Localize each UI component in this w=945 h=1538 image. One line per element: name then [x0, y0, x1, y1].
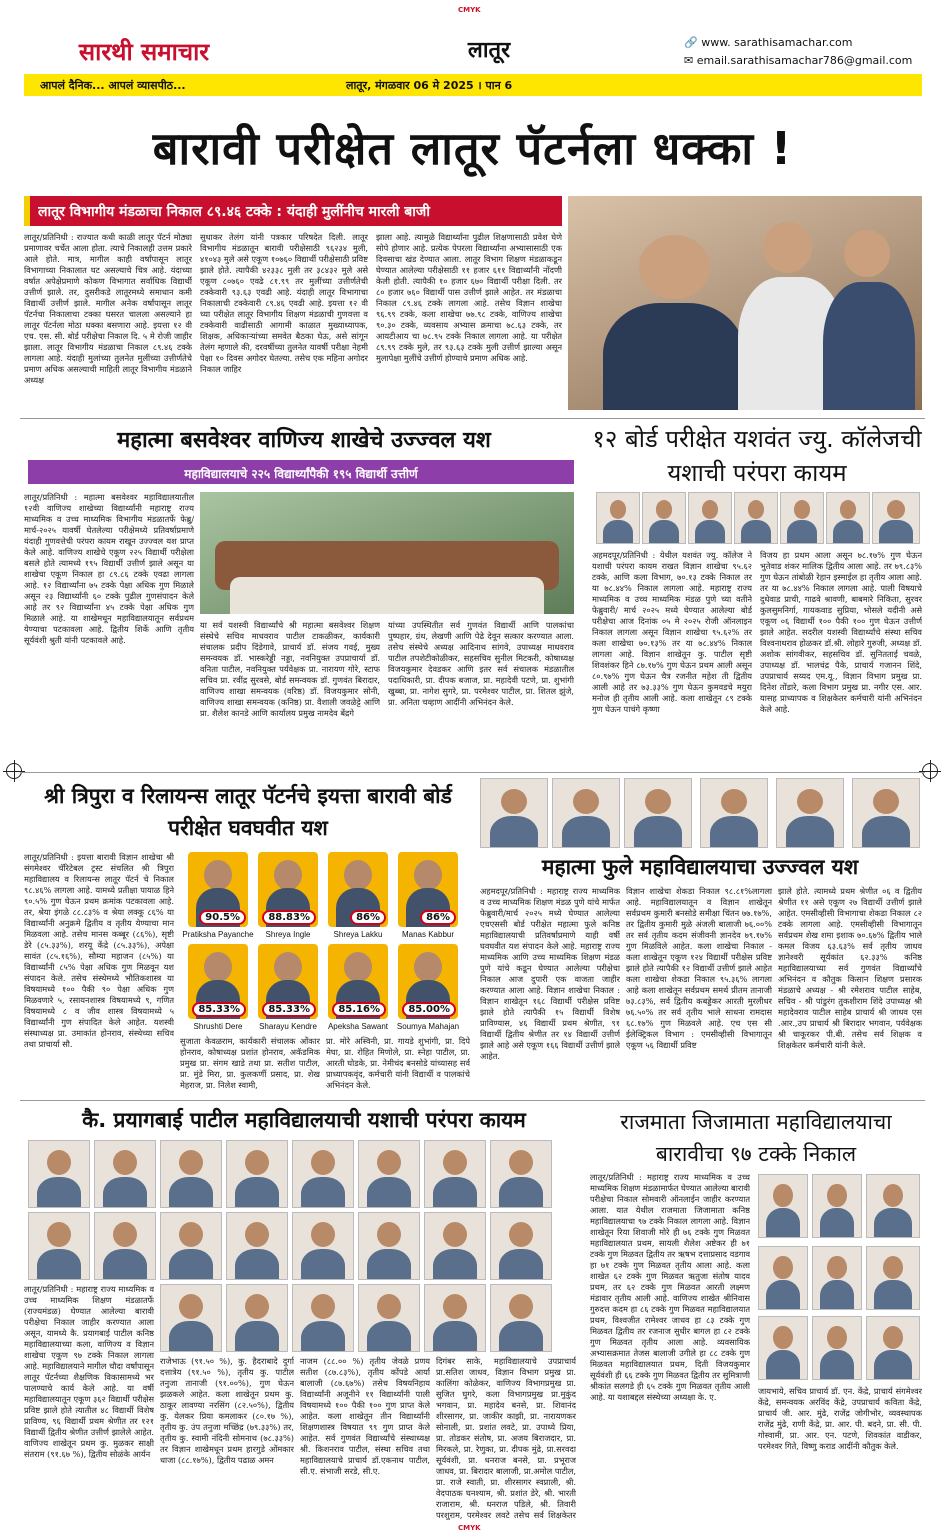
lead-headline: बारावी परीक्षेत लातूर पॅटर्नला धक्का ! — [152, 122, 793, 175]
student-name: Pratiksha Payanche — [182, 930, 254, 939]
website-line — [684, 36, 852, 49]
yashwant-student-photo-4 — [734, 492, 778, 544]
tagline: आपलं दैनिक... आपलं व्यासपीठ... — [40, 79, 186, 92]
student-name: Apeksha Sawant — [327, 1022, 389, 1031]
email-line — [684, 54, 912, 67]
mail-icon: ✉ — [684, 54, 697, 67]
email[interactable]: email.sarathisamachar786@gmail.com — [696, 54, 913, 67]
tripura-headline: श्री त्रिपुरा व रिलायन्स लातूर पॅटर्नचे इयत्ता बारावी बोर्ड परीक्षेत घवघवीत यश — [44, 784, 452, 840]
prayagbai-column-2: राजेभाऊ (९१.५० %), कु. हैदराबादे दुर्गा दत्तात्रेय (९१.५० %), तृतीय कु. पाटील तनुजा तानाजी (९१.००%), गुण घेऊन झळकले आहेत. कला शाखेतून प्रथम कु. ठाकूर लावण्या नरसिंग (८२.५०%), द्वितीय कु. येलकर प्रिया कमलाकर (८०.१७ %), तृतीय कु. उंप तनुजा मच्छिंद्र (७९.३३%) तर, तृतीय कु. स्वामी नंदिनी सोमनाथ (७८.३३%) तर विज्ञान शाखेमधून प्रथम हारगुडे ओंमकार धाजा (८८.१७%), द्वितीय पढाळ अमन — [160, 1356, 294, 1465]
score-badge: 90.5% — [199, 910, 246, 925]
prayagbai-student-photo-17 — [160, 1284, 222, 1352]
student-name: Sharayu Kendre — [259, 1022, 317, 1031]
phule-column-1: अहमदपूर/प्रतिनिधी : महाराष्ट्र राज्य माध्यमिक व उच्च माध्यमिक शिक्षण मंडळ पुणे यांचे मार्फत फेब्रुवारी/मार्च २०२५ मध्ये घेण्यात आलेल्या एचएससी बोर्ड परीक्षेत महात्मा फुले कनिष्ठ महाविद्यालयाची प्रतिवर्षाप्रमाणे याही वर्षी घवघवीत यश संपादन केले आहे. महाराष्ट्र राज्य माध्यमिक आणि उच्च माध्यमिक शिक्षण मंडळ पुणे यांचे कडून घेण्यात आलेल्या परीक्षेचा निकाल आज दुपारी एक वाजता जाहीर करण्यात आला आहे. विज्ञान शाखेचा निकाल : विज्ञान शाखेतून १६८ विद्यार्थी परीक्षेस प्रविष्ट झाले होते त्यापैकी १५ विद्यार्थी विशेष प्राविण्यास, ४६ विद्यार्थी प्रथम श्रेणीत, ९१ विद्यार्थी द्वितीय श्रेणीत तर १४ विद्यार्थी उत्तीर्ण झाले आहे असे एकूण १६६ विद्यार्थी उत्तीर्ण झाले आहेत. — [480, 886, 620, 1061]
jijamata-headline: राजमाता जिजामाता महाविद्यालयाचा बारावीचा ९७ टक्के निकाल — [620, 1110, 892, 1166]
prayagbai-column-3: नाजम (८८.०० %) तृतीय जेवळे प्रणय सतीश (८७.८३%), तृतीय कोंपडे आर्या बालाजी (८७.६७%) तसेच विषयनिहाय विद्यार्थ्यांनी अजूनीने ११ विद्यार्थ्यांनी पाली विषयामध्ये १०० पैकी १०० गुण प्राप्त केले आहेत. कला शाखेतून तीन विद्यार्थ्यांनी शिक्षणशास्त्र विषयात ९९ गुण प्राप्त केले आहेत. सर्व गुणवंत विद्यार्थ्यांचे संस्थाध्यक्ष श्री. किशनराव पाटील, संस्था सचिव तथा महाविद्यालयाचे प्राचार्य डॉ.एकनाथ पाटील, सी.ए. संभाजी सरडे, सी.ए. — [300, 1356, 430, 1476]
yashwant-student-photo-1 — [596, 492, 640, 544]
phule-student-photo-5 — [776, 778, 844, 848]
student-name: Manas Kabbur — [401, 930, 455, 939]
score-badge: 85.33% — [262, 1002, 316, 1017]
jijamata-student-photo-7 — [758, 1316, 808, 1380]
lead-column-1: लातूर/प्रतिनिधी : राज्यात कधी काळी लातूर पॅटर्न मोठ्या प्रमाणावर चर्चेत आला होता. त्याचे निकालही उत्तम प्रकारे आले होते. मात्र, मागील काही वर्षांपासून लातूर विभागाच्या निकालात घट असल्याचे चित्र आहे. यंदाच्या वर्षात अपेक्षेप्रमाणे कोकण विभागात सर्वाधिक विद्यार्थी उत्तीर्ण झाले. तर, दुसरीकडे लातूरमध्ये समाधान कमी विद्यार्थी उत्तीर्ण झाले. मागील अनेक वर्षांपासून लातूर पॅटर्नचा निकालाचा टक्का घसरत चालला असल्याने हा लातूर पॅटर्नला मोठा धक्का बसणारा आहे. इयत्ता १२ वी एच. एस. सी. बोर्ड परीक्षेचा निकाल दि. ५ मे रोजी जाहीर झाला. लातूर विभागीय मंडळाचा निकाल ८९.४६ टक्के लागला आहे. यंदाही मुलांच्या तुलनेत मुलींच्या उत्तीर्णतेचे प्रमाण अधिक असल्याची माहिती लातूर विभागीय मंडळाने अध्यक्ष — [24, 232, 192, 385]
prayagbai-student-photo-9 — [28, 1212, 90, 1280]
phule-student-photo-3 — [624, 778, 692, 848]
brand-name: सारथी समाचार — [78, 38, 210, 66]
edition-name: लातूर — [467, 38, 511, 63]
yashwant-student-photo-2 — [642, 492, 686, 544]
prayagbai-student-photo-2 — [94, 1140, 156, 1208]
student-name: Shrushti Dere — [193, 1022, 243, 1031]
student-name: Shreya Lakku — [333, 930, 383, 939]
score-badge: 85.16% — [332, 1002, 386, 1017]
dateline: लातूर, मंगळवार 06 मे 2025 । पान 6 — [346, 79, 513, 92]
yashwant-student-photo-6 — [826, 492, 870, 544]
yashwant-column-1: अहमदपूर/प्रतिनिधी : येथील यशवंत ज्यु. कॉलेज ने यशाची परंपरा कायम राखत विज्ञान शाखेचा ९५.६२ टक्के, आणि कला विभाग, ७०.१३ टक्के निकाल तर या ७८.४४% निकाल लागला आहे. महाराष्ट्र राज्य माध्यमिक व उच्च माध्यमिक मंडळ पुणे च्या वतीने फेब्रुवारी/ मार्च २०२५ मध्ये घेण्यात आलेल्या बोर्ड परीक्षेचा आज दिनांक ०५ मे २०२५ रोजी ऑनलाइन निकाल लागला असून विज्ञान शाखेचा ९५.६२% तर कला शाखेचा ७०.१३% तर या ७८.४४% निकाल लागला आहे. विज्ञान शाखेतून कु. पाटील सृष्टी शिवशंकर हिने ८७.१७% गुण घेऊन प्रथम आली असून ८०.९७% गुण घेऊन चैत्र रजनीत महेश ती द्वितीय आली आहे तर ७३.३३% गुण घेऊन कुमवडचे मयुरा मनोज ही तृतीय आली आहे. कला शाखेतून ८९ टक्के गुण घेऊन पाचंगे कृष्णा — [592, 550, 752, 714]
phule-column-2: विज्ञान शाखेचा शेकडा निकाल ९८.८१%लागला आहे. महाविद्यालयातून व विज्ञान शाखेतून सर्वप्रथम कुमारी बनसोडे समीक्षा चिंतन ७७.१७%, तर द्वितीय कुमारी मुळे अंजली बालाजी ७६.००% तर सर्व तृतीय कदम संजीवनी ज्ञानदेव ७९.१७% गुण मिळविले आहेत. कला शाखेचा निकाल - कला शाखेतून एकूण १२४ विद्यार्थी परीक्षेस प्रविष्ट झाले होते त्यापैकी १२ विद्यार्थी उत्तीर्ण झाले आहेत कला शाखेचा शेकडा निकाल ९५.३६% लागला आहे कला शाखेतून सर्वप्रथम समर्थ प्रीतम तानाजी ७३.८३%, सर्व द्वितीय कबड्डेकर आरती मुरलीधर ७६.५०% तर सर्व तृतीय भाले साधना रामदास ६८.१७% गुण मिळवले आहे. एच एस सी ईलेक्ट्रिकल विभाग : एमसीव्हीसी विभागातून एकूण ५६ विद्यार्थी प्रविष्ट — [626, 886, 772, 1050]
jijamata-student-photo-6 — [866, 1246, 920, 1310]
student-name: Shreya Ingle — [265, 930, 311, 939]
prayagbai-student-photo-14 — [358, 1212, 420, 1280]
lead-photo-students-selfie — [568, 196, 922, 410]
tripura-student-card-3 — [328, 852, 388, 927]
prayagbai-student-photo-16 — [490, 1212, 552, 1280]
score-badge: 88.83% — [262, 910, 316, 925]
masthead — [24, 30, 922, 100]
phule-headline: महात्मा फुले महाविद्यालयाचा उज्ज्वल यश — [541, 855, 859, 879]
prayagbai-student-photo-19 — [292, 1284, 354, 1352]
tripura-student-card-8 — [398, 944, 458, 1019]
tripura-student-card-4 — [398, 852, 458, 927]
jijamata-student-photo-8 — [812, 1316, 862, 1380]
lead-subhead: लातूर विभागीय मंडळाचा निकाल ८९.४६ टक्के : यंदाही मुलींनीच मारली बाजी — [38, 204, 430, 220]
prayagbai-student-photo-10 — [94, 1212, 156, 1280]
basaveshwar-column-1: लातूर/प्रतिनिधी : महात्मा बसवेश्वर महाविद्यालयातील १२वी वाणिज्य शाखेच्या विद्यार्थ्यांनी महाराष्ट्र राज्य माध्यमिक व उच्च माध्यमिक विभागीय मंडळातर्फे फेब्रु/मार्च-२०२५ यावर्षी घेतलेल्या परीक्षेमध्ये प्रतिवर्षाप्रमाणे यंदाही गुणवत्तेची परंपरा कायम राखून उज्ज्वल यश प्राप्त केले आहे. वाणिज्य शाखेचे एकूण २२५ विद्यार्थी परीक्षेला बसले होते त्यामध्ये १९५ विद्यार्थी उत्तीर्ण झाले असून या शाखेचा एकूण निकाल हा ८९.८६ टक्के एवढा लागला आहे. १२ विद्यार्थ्यांना ७५ टक्के पेक्षा अधिक गुण मिळाले असून २३ विद्यार्थ्यांनी ६० टक्के पुढील गुणसंपादन केले आहे तर ९२ विद्यार्थ्यांना ४५ टक्के पेक्षा अधिक गुण मिळाले आहे. या शाखेमधून महाविद्यालयातून सर्वप्रथम येण्याचा पटकावला आहे. द्वितीय शिर्के आणि तृतीय सूर्यवंशी श्रुती यांनी पटकावले आहे. — [24, 492, 194, 645]
prayagbai-student-photo-4 — [226, 1140, 288, 1208]
prayagbai-student-photo-18 — [226, 1284, 288, 1352]
prayagbai-student-photo-13 — [292, 1212, 354, 1280]
prayagbai-student-photo-12 — [226, 1212, 288, 1280]
registration-mark-right — [922, 763, 938, 779]
phule-student-photo-1 — [480, 778, 548, 848]
tripura-student-card-5 — [188, 944, 248, 1019]
prayagbai-student-photo-5 — [292, 1140, 354, 1208]
phule-column-3: झाले होते. त्यामध्ये प्रथम श्रेणीत ०६ व द्वितीय श्रेणीत ११ असे एकूण २७ विद्यार्थी उत्तीर्ण झाले आहेत. एमसीव्हीसी विभागाचा शेकडा निकाल ८२ टक्के लागला आहे. एमसीव्हीसी विभागातून सर्वप्रथम शेख शमा इशाक ७०.६७% द्वितीय भाले कमल विजय ६३.६३% सर्व तृतीय जाधव ज्ञानेश्वरी सूर्यकांत ६२.३३% कनिष्ठ महाविद्यालयाच्या सर्व गुणवंत विद्यार्थ्यांचे अभिनंदन व कौतुक किसान शिक्षण प्रसारक मंडळाचे अध्यक्ष - श्री रमेशराव पाटील साहेब, सचिव - श्री पांडुरंग तुकशीराम शिंदे उपाध्यक्ष श्री महादेवराव पाटील साहेब प्राचार्य श्री जाधव एस .आर.,उप प्राचार्य श्री बिरादार भगवान, पर्यवेक्षक श्री चाकूरकर पी.बी. तसेच सर्व शिक्षक व शिक्षकेतर कर्मचारी यांनी केले. — [778, 886, 922, 1050]
yashwant-column-2: विजय हा प्रथम आला असून ७८.१७% गुण घेऊन भुतेवाड शंकर मालिक द्वितीय आला आहे. तर ७९.८३% गुण घेऊन तांबोळी रेहान इस्माईल हा तृतीय आला आहे. तर या ७८.४४% निकाल लागला आहे. पाली विषयाचे दुधेवाड प्राची, गाढवे श्रावणी, बाबमारे निकिता, सुरवर कुलसुमनिर्गा, गायकवाड सुप्रिया, भोसले यदीनी असे एकूण ०६ विद्यार्थी १०० पैकी १०० गुण घेऊन उत्तीर्ण झाले आहेत. सदरील यशस्वी विद्यार्थ्यांचे संस्था सचिव विश्वनाथराव होळकर डॉ.श्री. लोहारे गुरुजी, अध्यक्ष डॉ. अशोक सांगवीकर, सहसचिव डॉ. सुनितताई चवळे, उपाध्यक्ष डॉ. भालचंद्र पैके, प्राचार्य गजानन शिंदे, उपप्राचार्य सय्यद एम.यू., विज्ञान विभाग प्रमुख प्रा. दिनेश तोंडारे, कला विभाग प्रमुख प्रा. नगीर एस. आर. यासह प्राध्यापक व शिक्षकेतर कर्मचारी यांनी अभिनंदन केले आहे. — [760, 550, 922, 714]
jijamata-student-photo-5 — [812, 1246, 862, 1310]
basaveshwar-headline: महात्मा बसवेश्वर वाणिज्य शाखेचे उज्ज्वल यश — [117, 428, 491, 453]
score-badge: 86% — [420, 910, 456, 925]
basaveshwar-group-photo — [200, 492, 574, 614]
link-icon: 🔗 — [684, 36, 702, 49]
score-badge: 86% — [350, 910, 386, 925]
student-name: Soumya Mahajan — [396, 1022, 460, 1031]
divider — [20, 772, 925, 773]
tripura-student-card-7 — [328, 944, 388, 1019]
cmyk-mark-bottom: CMYK — [458, 1524, 481, 1532]
divider — [20, 418, 925, 419]
prayagbai-student-photo-7 — [424, 1140, 486, 1208]
phule-student-photo-2 — [552, 778, 620, 848]
prayagbai-student-photo-6 — [358, 1140, 420, 1208]
prayagbai-student-photo-3 — [160, 1140, 222, 1208]
jijamata-student-photo-4 — [758, 1246, 808, 1310]
tripura-student-card-2 — [258, 852, 318, 927]
prayagbai-student-photo-8 — [490, 1140, 552, 1208]
yashwant-student-photo-3 — [688, 492, 732, 544]
prayagbai-headline: कै. प्रयागबाई पाटील महाविद्यालयाची यशाची परंपरा कायम — [82, 1108, 526, 1132]
basaveshwar-column-2: या सर्व यशस्वी विद्यार्थ्यांचे श्री महात्मा बसवेश्वर शिक्षण संस्थेचे सचिव माधवराव पाटील टाकळीकर, कार्यकारी संचालक प्रदीप दिंडेगावे, प्राचार्य डॉ. संजय गवई, मुख्य समन्वयक डॉ. भास्करेड्डी नड्डा, नवनियुक्त उपप्राचार्या डॉ. वनिता पाटील, नवनियुक्त पर्यवेक्षक प्रा. नारायण गोरे, स्टाफ सचिव प्रा. रवींद्र सुरवसे, बोर्ड समन्वयक डॉ. गुणवंत बिरादार, वाणिज्य शाखा समन्वयक (वरिष्ठ) डॉ. विजयकुमार सोनी, वाणिज्य शाखा समन्वयक (कनिष्ठ) प्रा. वैशाली जवळेट्टे आणि प्रा. शैलेश कानडे आणि कार्यालय प्रमुख नामदेव बेंद्रगे — [200, 620, 380, 718]
jijamata-student-photo-3 — [866, 1174, 920, 1238]
basaveshwar-subhead: महाविद्यालयाचे २२५ विद्यार्थ्यांपैकी १९५ विद्यार्थी उत्तीर्ण — [184, 467, 418, 481]
prayagbai-student-photo-21 — [424, 1284, 486, 1352]
jijamata-student-photo-2 — [812, 1174, 862, 1238]
lead-subhead-bar — [24, 196, 562, 226]
tripura-column-3: प्रा. मोरे अस्विनी, प्रा. गायडे शुभांगी, प्रा. दिपे मेघा, प्रा. रोहित मिणोले, प्रा. स्नेहा पाटील, प्रा. आरती घोडके, प्रा. नेमीचंद बनसोडे यांच्यासह सर्व प्राध्यापकवृंद, कर्मचारी यांनी विद्यार्थी व पालकांचे अभिनंदन केले. — [326, 1036, 470, 1090]
prayagbai-student-photo-22 — [490, 1284, 552, 1352]
website[interactable]: www. sarathisamachar.com — [701, 36, 853, 49]
yashwant-headline: १२ बोर्ड परीक्षेत यशवंत ज्यु. कॉलेजची यशाची परंपरा कायम — [592, 425, 922, 487]
phule-student-photo-4 — [700, 778, 768, 848]
lead-column-3: झाला आहे. त्यामुळे विद्यार्थ्यांना पुढील शिक्षणासाठी प्रवेश घेणे सोपे होणार आहे. प्रत्येक पेपरला विद्यार्थ्यांना अभ्यासासाठी एक दिवसाचा खंड देण्यात आला. लातूर विभाग शिक्षण मंडळाकडून घेण्यात आलेल्या परीक्षेसाठी ११ हजार ६११ विद्यार्थ्यांनी नोंदणी केली होती. त्यापैकी १० हजार ६७० विद्यार्थी परीक्षा दिली. तर ८० हजार ७६० विद्यार्थी पास उत्तीर्ण झाले आहेत. तर मंडळाचा निकाल ८९.४६ टक्के लागला आहे. तसेच विज्ञान शाखेचा ९६.९९ टक्के, कला शाखेचा ७७.९८ टक्के, वाणिज्य शाखेचा ९०.३० टक्के, व्यवसाय अभ्यास क्रमाचा ७८.६३ टक्के, तर आयटीआय चा ७८.९५ टक्के निकाल लागला आहे. या परीक्षेत ८९.९९ टक्के मुले, तर ९३.६३ टक्के मुली उत्तीर्ण झाल्या असून मुलापेक्षा मुलींचे उत्तीर्ण होण्याचे प्रमाण अधिक आहे. — [376, 232, 562, 363]
yashwant-student-photo-7 — [872, 492, 920, 544]
registration-mark-left — [6, 763, 22, 779]
divider — [20, 1100, 925, 1101]
tripura-student-card-6 — [258, 944, 318, 1019]
score-badge: 85.33% — [192, 1002, 246, 1017]
basaveshwar-column-3: यांच्या उपस्थितीत सर्व गुणवंत विद्यार्थी आणि पालकांचा पुष्पहार, ग्रंथ, लेखणी आणि पेढे देवून सत्कार करण्यात आला. तसेच संस्थेचे अध्यक्ष आदिनाथ सांगवे, उपाध्यक्ष माधवराव पाटील तपशेटीकोळीकर, सहसचिव सुनील मिटकरी, कोषाध्यक्ष विजयकुमार देवडकर आणि इतर सर्व संचालक मंडळातील पदाधिकारी, प्रा. दीपक बजाज, प्रा. महादेवी पटणे, प्रा. शुभांगी खुब्बा, प्रा. नागेश सुगरे, प्रा. परमेश्वर पाटील, प्रा. शितल झुंजे, प्रा. अनिता चव्हाण आदींनी अभिनंदन केले. — [388, 620, 574, 707]
score-badge: 85.00% — [402, 1002, 456, 1017]
prayagbai-column-4: दिगंबर साके, महाविद्यालयाचे उपप्राचार्य प्रा.सतिश जाधव, विज्ञान विभाग प्रमुख प्रा. कालिंगा कोळेकर, वाणिज्य विभागप्रमुख प्रा. सुजित घुगरे, कला विभागप्रमुख प्रा.मुकुंद भगवान, प्रा. महादेव बनसे, प्रा. शिवानंद शीरसागर, प्रा. जाकीर काझी, प्रा. नारायणकर सोनाली, प्रा. प्रशांत लवटे, प्रा. उपाध्ये प्रिया, प्रा. तोडकर संतोष, प्रा. अजय बिराजदार, प्रा. मिरकले, प्रा. रेणुका, प्रा. दीपक मुंढे, प्रा.सरवदा सूर्यवंशी, प्रा. धनराज बनसे, प्रा. प्रभूराज जाधव, प्रा. बिरादार बालाजी, प्रा.अमोल पाटील, प्रा. राजे स्वाती, प्रा. शीरसागर स्वप्नाली, श्री. वेदपाठक घनश्याम, श्री. प्रशांत डेरे, श्री. भारती राजाराम, श्री. धनराज पडिले, श्री. तिवारी परशुराम, परमेश्वर लवटे तसेच सर्व शिक्षकेतर — [436, 1356, 576, 1520]
prayagbai-column-1: लातूर/प्रतिनिधी : महाराष्ट्र राज्य माध्यमिक व उच्च माध्यमिक शिक्षण मंडळातर्फे (राज्यमंडळ) घेण्यात आलेल्या बारावी परीक्षेचा निकाल जाहीर करण्यात आला असून, यामध्ये कै. प्रयागबाई पाटील कनिष्ठ महाविद्यालयाच्या कला, वाणिज्य व विज्ञान शाखेचा एकूण ९७ टक्के निकाल लागला आहे. महाविद्यालयाने मागील चौदा वर्षांपासून लातूर पॅटर्नच्या शैक्षणिक विकासामध्ये भर पालण्याचे कार्य केले आहे. या वर्षी महाविद्यालयातून एकूण ३६२ विद्यार्थी परीक्षेस प्रविष्ट झाले होते त्यातील ४८ विद्यार्थी विशेष प्राविण्य, ९६ विद्यार्थी प्रथम श्रेणीत तर १२१ विद्यार्थी द्वितीय श्रेणीत उत्तीर्ण झालेले आहेत. वाणिज्य शाखेतून प्रथम कु. मुळकर साक्षी संतराम (९१.६७ %), द्वितीय सोळंके आर्यन — [24, 1284, 154, 1459]
yashwant-student-photo-5 — [780, 492, 824, 544]
prayagbai-student-photo-11 — [160, 1212, 222, 1280]
jijamata-column-1: लातूर/प्रतिनिधी : महाराष्ट्र राज्य माध्यमिक व उच्च माध्यमिक शिक्षण मंडळामार्फत घेण्यात आलेल्या बारावी परीक्षेचा निकाल सोमवारी ऑनलाईन जाहीर करण्यात आला. यात येथील राजमाता जिजामाता कनिष्ठ महाविद्यालयाचा ९७ टक्के निकाल लागला आहे. विज्ञान शाखेतून रिया शिवाजी मोरे ही ७६ टक्के गुण मिळवत महाविद्यालयात प्रथम, सायली शैलेश अष्टेकर ही ७१ टक्के गुण मिळवत द्वितीय तर ऋषभ दत्ताप्रसाद वडगाव हा ७१ टक्के गुण मिळवत तृतीय आला आहे. कला शाखेत ६२ टक्के गुण मिळवत ऋतुजा संतोष यादव प्रथम, तर ६२ टक्के गुण मिळवत आरती लक्ष्मण मंडावार तृतीय आली आहे. वाणिज्य शाखेत श्रीनिवास गुरुदत्त कदम हा ८६ टक्के गुण मिळवत महाविद्यालयात प्रथम, विश्वजीत रामेश्वर जाधव हा ८३ टक्के गुण मिळवत द्वितीय तर रजनाज सुधीर बागल हा ८२ टक्के गुण मिळवत तृतीय आला आहे. व्यवसायिक अभ्यासक्रमात तेजस बालाजी उगीले हा ८८ टक्के गुण मिळवत महाविद्यालयात प्रथम, दिती विजयकुमार सूर्यवंशी ही ६६ टक्के गुण मिळवत द्वितीय तर सुमित्राणी श्रीकांत सलगडे ही ६५ टक्के गुण मिळवत तृतीय आली आहे. या यशाबद्दल संस्थेच्या अध्यक्षा के. ए. — [590, 1172, 750, 1402]
masthead-bar — [24, 74, 922, 96]
cmyk-mark-top: CMYK — [458, 6, 481, 14]
jijamata-student-photo-9 — [866, 1316, 920, 1380]
prayagbai-student-photo-20 — [358, 1284, 420, 1352]
prayagbai-student-photo-1 — [28, 1140, 90, 1208]
basaveshwar-subhead-bar — [28, 460, 574, 484]
prayagbai-student-photo-15 — [424, 1212, 486, 1280]
tripura-student-card-1 — [188, 852, 248, 927]
jijamata-student-photo-1 — [758, 1174, 808, 1238]
jijamata-column-2: जायभाये, सचिव प्राचार्य डॉ. एन. केंद्रे, प्राचार्य संगमेश्वर केंद्रे, समन्वयक अरविंद केंद्रे, उपप्राचार्य कविता केंद्रे, प्राचार्य जी. आर. मुंढे, राजेंद्र जोगीभोर, व्यवस्थापक राजेंद्र मुंढे, राणी केंद्रे, प्रा. आर. पी. बदने, प्रा. सी. पी. गोस्वामी, प्रा. आर. एन. पटणे, शिवकांत वाडीकर, परमेश्वर गिते, विष्णु कराड आदींनी कौतुक केले. — [758, 1386, 922, 1451]
tripura-column-1: लातूर/प्रतिनिधी : इयत्ता बारावी विज्ञान शाखेचा श्री संगमेश्वर चॅरिटेबल ट्रस्ट संचलित श्री त्रिपुरा महाविद्यालय व रिलायन्स लातूर पॅटर्न चे निकाल ९८.४६% लागला आहे. यामध्ये प्रतीक्षा पायाळ हिने ९०.५% गुण घेऊन प्रथम क्रमांक पटकावला आहे. तर, श्रेया इंगळे ८८.८३% व श्रेया लक्कू ८६% या विद्यार्थ्यांनी अनुक्रमे द्वितीय व तृतीय येण्याचा मान मिळवला आहे. तसेच मानस कब्बूर (८६%), सृष्टी डेरे (८५.३३%), शरयू केंद्रे (८५.३३%), अपेक्षा सावंत (८५.१६%), सौम्या महाजन (८५%) या विद्यार्थ्यांनी ८५% पेक्षा अधिक गुण मिळवून यश संपादन केले. तसेच संस्थेमध्ये भौतिकशास्त्र या विषयामध्ये १०० पैकी ९० पेक्षा अधिक गुण मिळवणारे ५, रसायनशास्त्र विषयामध्ये ९, गणित विषयामध्ये ८ व जीव शास्त्र विषयामध्ये ५ विद्यार्थ्यांनी गुण संपादित केले आहेत. यशस्वी संस्थाध्यक्ष प्रा. उमाकांत होनराव, संस्थेच्या सचिव तथा प्राचार्या सौ. — [24, 852, 174, 1049]
tripura-column-2: सुजाता केवळराम, कार्यकारी संचालक ओंकार होनराव, कोषाध्यक्ष प्रशांत होनराव, अकॅडमिक प्रमुख प्रा. संगम खाडे तथा प्रा. सतीश पाटील, प्रा. मुंडे मिरा, प्रा. कुलकर्णी प्रसाद, प्रा. शेख मेहराज, प्रा. निलेश स्वामी, — [180, 1036, 320, 1090]
phule-student-photo-6 — [852, 778, 920, 848]
lead-column-2: सुधाकर तेलंग यांनी पत्रकार परिषदेत दिली. लातूर विभागीय मंडळातून बारावी परीक्षेसाठी ९६२३४ मुली, ४१०४३ मुले असे एकूण १०७६० विद्यार्थी परीक्षेसाठी प्रविष्ट झाले होते. त्यापैकी ४२३३८ मुली तर ३८४३२ मुले असे एकूण ८०७६० एवढे ८१.९९ तर मुलींच्या उत्तीर्णतेची टक्केवारी ९३.६३ एवढी आहे. यंदाही लातूर विभागाचा निकालाची टक्केवारी ८९.४६ एवढी आहे. इयत्ता १२ वी च्या परीक्षेत लातूर विभागीय शिक्षण मंडळाची गुणवत्ता व टक्केवारी वाढीसाठी आगामी काळात मुख्याध्यापक, शिक्षक, अधिकाऱ्यांच्या समवेत बैठका घेऊ, असे सांगून तेलंग म्हणाले की, दरवर्षीच्या तुलनेत यावर्षी परीक्षा नेहमी पेक्षा १० दिवस अगोदर घेतल्या. तसेच एक महिना अगोदर निकाल जाहिर — [200, 232, 368, 374]
